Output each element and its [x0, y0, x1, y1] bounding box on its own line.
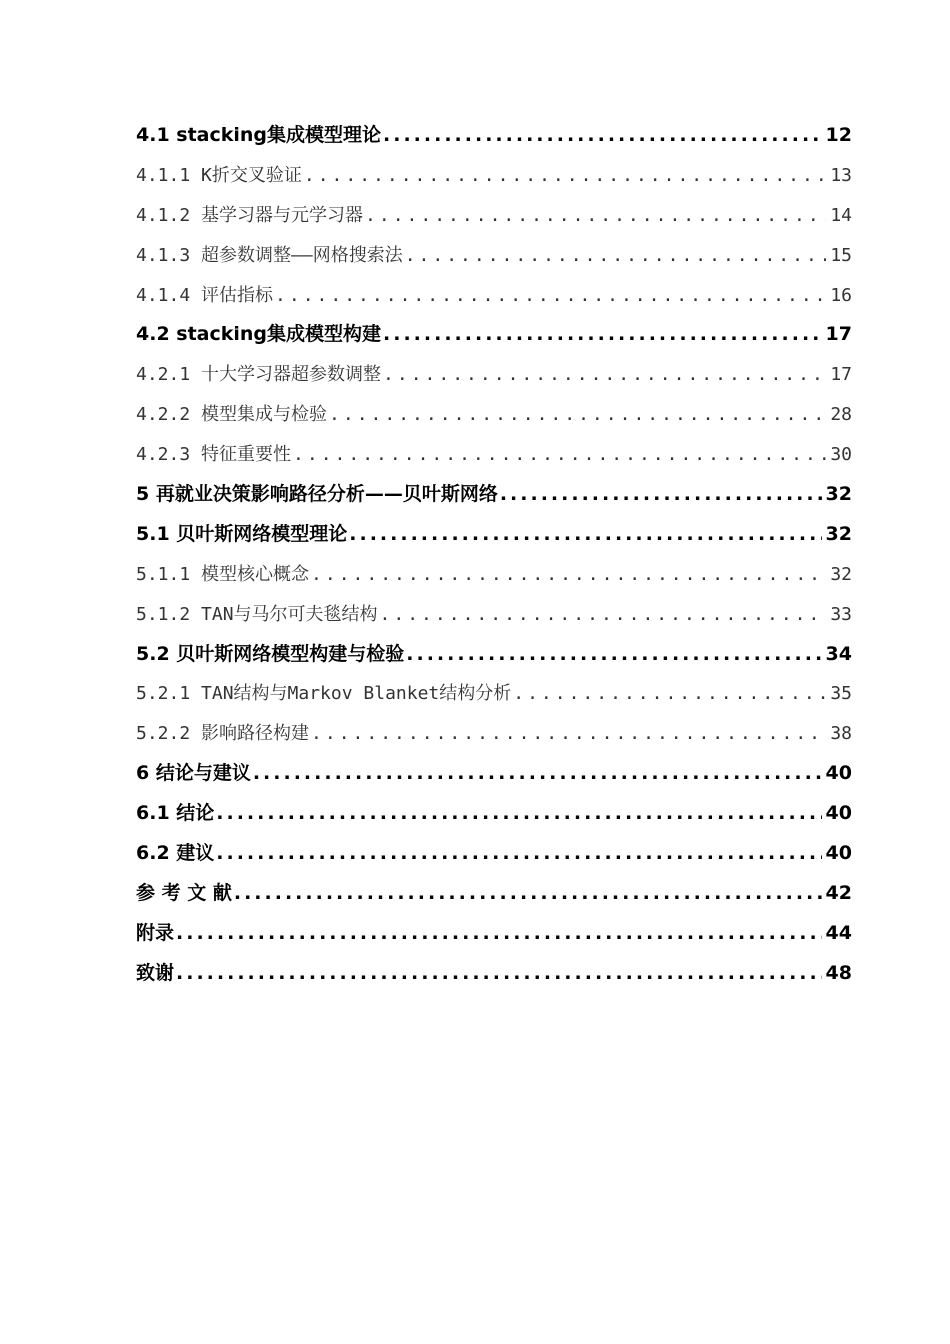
toc-entry-title: 4.1.2 基学习器与元学习器 [136, 204, 364, 226]
toc-entry-title: 5.2.1 TAN结构与Markov Blanket结构分析 [136, 683, 512, 705]
toc-entry[interactable] [136, 714, 852, 754]
toc-entry[interactable] [136, 834, 852, 874]
toc-dot-leader [500, 475, 822, 515]
toc-dot-leader [216, 794, 821, 834]
toc-entry-title: 4.1.3 超参数调整——网格搜索法 [136, 244, 403, 266]
toc-entry-title: 6.2 建议 [136, 842, 215, 865]
toc-entry-page: 33 [830, 603, 852, 625]
toc-dot-leader [365, 196, 826, 236]
toc-entry-page: 35 [830, 683, 852, 705]
toc-dot-leader [311, 555, 826, 595]
toc-entry[interactable] [136, 674, 852, 714]
toc-dot-leader [513, 674, 826, 714]
toc-dot-leader [383, 116, 822, 156]
toc-dot-leader [275, 276, 826, 316]
toc-entry[interactable] [136, 315, 852, 355]
toc-entry[interactable] [136, 555, 852, 595]
toc-dot-leader [380, 595, 827, 635]
toc-dot-leader [234, 874, 822, 914]
toc-entry[interactable] [136, 954, 852, 994]
toc-dot-leader [176, 954, 822, 994]
toc-entry-page: 40 [825, 802, 852, 825]
toc-entry-title: 致谢 [136, 961, 175, 984]
toc-entry-title: 4.1.4 评估指标 [136, 284, 274, 306]
toc-entry[interactable] [136, 276, 852, 316]
toc-entry-page: 42 [825, 881, 852, 904]
toc-entry-page: 12 [825, 124, 852, 146]
toc-entry-page: 40 [825, 842, 852, 865]
toc-entry[interactable] [136, 395, 852, 435]
toc-entry[interactable] [136, 435, 852, 475]
toc-dot-leader [406, 635, 821, 675]
toc-entry-title: 4.1.1 K折交叉验证 [136, 164, 302, 186]
toc-entry[interactable] [136, 794, 852, 834]
toc-entry-page: 40 [825, 762, 852, 785]
toc-dot-leader [329, 395, 826, 435]
toc-dot-leader [349, 515, 821, 555]
toc-entry-page: 44 [825, 921, 852, 944]
toc-entry[interactable] [136, 156, 852, 196]
toc-entry-page: 38 [830, 723, 852, 745]
toc-entry-page: 17 [825, 323, 852, 346]
toc-entry-page: 28 [830, 404, 852, 426]
toc-entry-title: 参 考 文 献 [136, 881, 232, 904]
toc-entry[interactable] [136, 355, 852, 395]
toc-entry-title: 4.2.1 十大学习器超参数调整 [136, 364, 382, 386]
toc-entry-title: 4.1 stacking集成模型理论 [136, 124, 382, 146]
toc-entry-page: 34 [825, 642, 852, 665]
toc-entry-page: 32 [830, 563, 852, 585]
toc-entry[interactable] [136, 914, 852, 954]
toc-entry-title: 5 再就业决策影响路径分析——贝叶斯网络 [136, 483, 498, 506]
toc-dot-leader [304, 156, 826, 196]
toc-dot-leader [405, 236, 827, 276]
toc-entry[interactable] [136, 515, 852, 555]
toc-entry[interactable] [136, 874, 852, 914]
toc-entry-page: 17 [830, 364, 852, 386]
toc-entry[interactable] [136, 595, 852, 635]
toc-entry-title: 5.1.1 模型核心概念 [136, 563, 310, 585]
toc-entry[interactable] [136, 116, 852, 156]
toc-entry-page: 48 [825, 961, 852, 984]
toc-dot-leader [253, 754, 822, 794]
toc-dot-leader [293, 435, 826, 475]
toc-entry-page: 16 [830, 284, 852, 306]
toc-entry-title: 5.2.2 影响路径构建 [136, 723, 310, 745]
toc-dot-leader [176, 914, 822, 954]
toc-dot-leader [383, 355, 826, 395]
toc-entry-page: 14 [830, 204, 852, 226]
toc-entry-title: 6.1 结论 [136, 802, 215, 825]
toc-entry-title: 4.2.3 特征重要性 [136, 444, 292, 466]
toc-entry-title: 4.2.2 模型集成与检验 [136, 404, 328, 426]
toc-entry[interactable] [136, 475, 852, 515]
toc-entry[interactable] [136, 754, 852, 794]
toc-entry[interactable] [136, 635, 852, 675]
toc-entry-title: 附录 [136, 921, 175, 944]
toc-entry-page: 30 [830, 444, 852, 466]
toc-dot-leader [311, 714, 826, 754]
toc-entry[interactable] [136, 236, 852, 276]
toc-entry-page: 13 [830, 164, 852, 186]
toc-entry-page: 15 [830, 244, 852, 266]
toc-entry-title: 5.2 贝叶斯网络模型构建与检验 [136, 642, 405, 665]
toc-dot-leader [216, 834, 821, 874]
toc-entry-page: 32 [825, 522, 852, 545]
toc-entry-title: 6 结论与建议 [136, 762, 251, 785]
toc-entry-title: 5.1.2 TAN与马尔可夫毯结构 [136, 603, 378, 625]
toc-entry[interactable] [136, 196, 852, 236]
table-of-contents [136, 116, 852, 994]
toc-dot-leader [383, 315, 822, 355]
toc-entry-title: 4.2 stacking集成模型构建 [136, 323, 382, 346]
toc-entry-title: 5.1 贝叶斯网络模型理论 [136, 522, 348, 545]
toc-entry-page: 32 [825, 483, 852, 506]
